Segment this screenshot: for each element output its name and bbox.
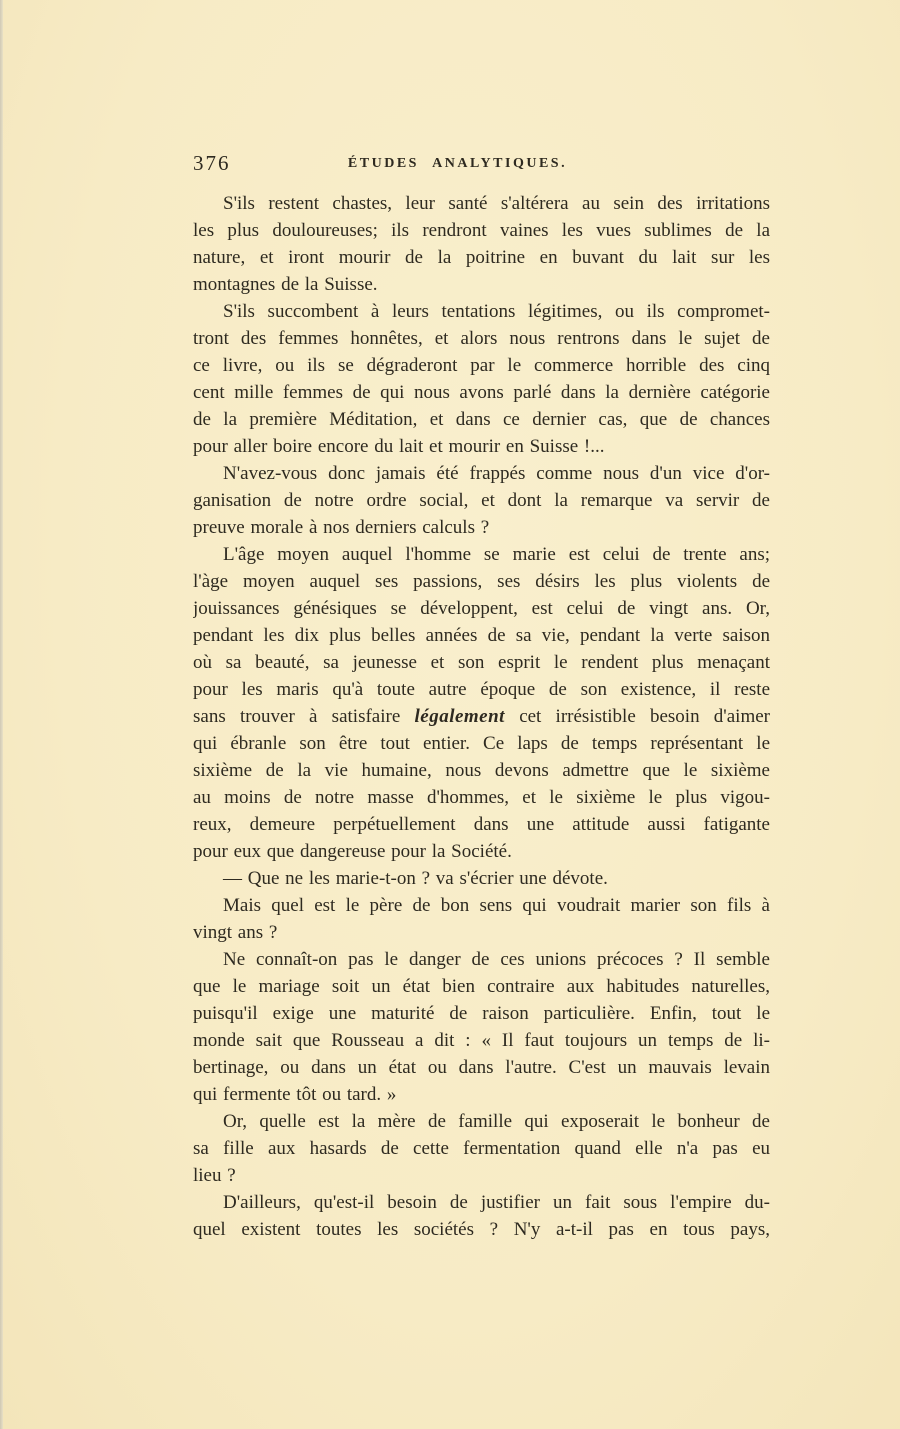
text-line: pour eux que dangereuse pour la Société. xyxy=(193,841,512,862)
text-line: Or, quelle est la mère de famille qui exposerait le bonheur de xyxy=(223,1111,770,1132)
text-line: l'àge moyen auquel ses passions, ses désirs les plus violents de xyxy=(193,571,770,592)
text-line: où sa beauté, sa jeunesse et son esprit le rendent plus menaçant xyxy=(193,652,770,673)
text-line: les plus douloureuses; ils rendront vaines les vues sublimes de la xyxy=(193,220,770,241)
paragraph xyxy=(193,298,770,460)
paragraph xyxy=(193,865,770,892)
text-line: bertinage, ou dans un état ou dans l'autre. C'est un mauvais levain xyxy=(193,1057,770,1078)
paragraph xyxy=(193,190,770,298)
text-line: de la première Méditation, et dans ce dernier cas, que de chances xyxy=(193,409,770,430)
text-line: lieu ? xyxy=(193,1165,236,1186)
text-line: nature, et iront mourir de la poitrine en buvant du lait sur les xyxy=(193,247,770,268)
paragraph xyxy=(193,946,770,1108)
text-line: puisqu'il exige une maturité de raison particulière. Enfin, tout le xyxy=(193,1003,770,1024)
text-line: cent mille femmes de qui nous avons parlé dans la dernière catégorie xyxy=(193,382,770,403)
text-line: montagnes de la Suisse. xyxy=(193,274,378,295)
page-number: 376 xyxy=(193,151,231,175)
text-line: reux, demeure perpétuellement dans une attitude aussi fatigante xyxy=(193,814,770,835)
text-line xyxy=(193,703,770,730)
text-line: S'ils succombent à leurs tentations légitimes, ou ils compromet- xyxy=(223,301,770,322)
text-segment: cet irrésistible besoin d'aimer xyxy=(504,706,770,727)
text-line: D'ailleurs, qu'est-il besoin de justifier un fait sous l'empire du- xyxy=(223,1192,770,1213)
text-line: qui fermente tôt ou tard. » xyxy=(193,1084,397,1105)
text-line: jouissances génésiques se développent, est celui de vingt ans. Or, xyxy=(193,598,770,619)
text-line: tront des femmes honnêtes, et alors nous rentrons dans le sujet de xyxy=(193,328,770,349)
text-line: ce livre, ou ils se dégraderont par le commerce horrible des cinq xyxy=(193,355,770,376)
text-line: pour aller boire encore du lait et mourir en Suisse !... xyxy=(193,436,605,457)
text-line: sixième de la vie humaine, nous devons admettre que le sixième xyxy=(193,760,770,781)
text-line: quel existent toutes les sociétés ? N'y a-t-il pas en tous pays, xyxy=(193,1219,770,1240)
paragraph xyxy=(193,1108,770,1189)
text-segment: sans trouver à satisfaire xyxy=(193,706,415,727)
text-line: qui ébranle son être tout entier. Ce laps de temps représentant le xyxy=(193,733,770,754)
paragraph xyxy=(193,892,770,946)
text-line: S'ils restent chastes, leur santé s'altérera au sein des irritations xyxy=(223,193,770,214)
text-line: preuve morale à nos derniers calculs ? xyxy=(193,517,490,538)
text-line: pour les maris qu'à toute autre époque de son existence, il reste xyxy=(193,679,770,700)
paragraph xyxy=(193,541,770,865)
text-line: monde sait que Rousseau a dit : « Il faut toujours un temps de li- xyxy=(193,1030,770,1051)
text-line: — Que ne les marie-t-on ? va s'écrier une dévote. xyxy=(223,868,608,889)
page-header xyxy=(193,150,770,177)
text-block xyxy=(193,150,770,1243)
italic-term: légalement xyxy=(414,706,505,727)
text-line: sa fille aux hasards de cette fermentation quand elle n'a pas eu xyxy=(193,1138,770,1159)
paragraph xyxy=(193,1189,770,1243)
text-line: vingt ans ? xyxy=(193,922,278,943)
text-line: au moins de notre masse d'hommes, et le sixième le plus vigou- xyxy=(193,787,770,808)
text-line: Ne connaît-on pas le danger de ces unions précoces ? Il semble xyxy=(223,949,770,970)
running-title: ÉTUDES ANALYTIQUES. xyxy=(347,156,568,171)
paragraph xyxy=(193,460,770,541)
scan-edge xyxy=(0,0,3,1429)
text-line: pendant les dix plus belles années de sa vie, pendant la verte saison xyxy=(193,625,770,646)
text-line: N'avez-vous donc jamais été frappés comme nous d'un vice d'or- xyxy=(223,463,770,484)
body-text xyxy=(193,190,770,1243)
text-line: ganisation de notre ordre social, et dont la remarque va servir de xyxy=(193,490,770,511)
text-line: que le mariage soit un état bien contraire aux habitudes naturelles, xyxy=(193,976,770,997)
text-line: L'âge moyen auquel l'homme se marie est celui de trente ans; xyxy=(223,544,770,565)
text-line: Mais quel est le père de bon sens qui voudrait marier son fils à xyxy=(223,895,770,916)
